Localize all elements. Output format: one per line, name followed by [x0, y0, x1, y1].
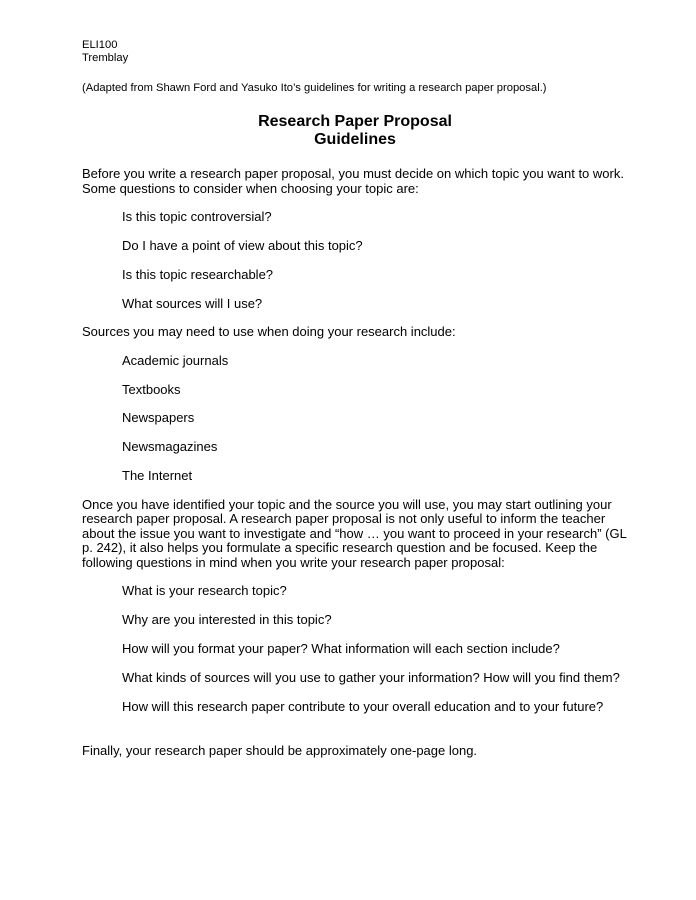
- list-item: Newspapers: [122, 410, 195, 426]
- outline-paragraph: Once you have identified your topic and the source you will use, you may start outlining your research paper proposal. A research paper proposal is not only useful to inform the teacher about the issue you want to investigate and “how … you want to proceed in your research” (GL p. 242), it also helps you formulate a specific research question and be focused. Keep the following questions in mind when you write your research paper proposal:: [82, 496, 627, 570]
- instructor-name: Tremblay: [82, 52, 129, 64]
- sources-intro-paragraph: Sources you may need to use when doing your research include:: [82, 324, 456, 340]
- list-item: What kinds of sources will you use to gather your information? How will you find them?: [122, 669, 620, 685]
- intro-paragraph: Before you write a research paper proposal, you must decide on which topic you want to work. Some questions to consider when choosing your topic are:: [82, 166, 624, 196]
- list-item: What is your research topic?: [122, 583, 287, 599]
- list-item: How will you format your paper? What information will each section include?: [122, 641, 560, 657]
- list-item: Why are you interested in this topic?: [122, 612, 332, 628]
- title-line-1: Research Paper Proposal: [258, 113, 452, 130]
- list-item: Academic journals: [122, 352, 229, 368]
- list-item: How will this research paper contribute to your overall education and to your future?: [122, 698, 604, 714]
- list-item: Do I have a point of view about this topic?: [122, 237, 363, 253]
- document-header: [82, 39, 636, 95]
- list-item: The Internet: [122, 468, 193, 484]
- list-item: Newsmagazines: [122, 439, 218, 455]
- page-title: [82, 113, 636, 149]
- course-code: ELI100: [82, 39, 118, 51]
- closing-paragraph: Finally, your research paper should be approximately one-page long.: [82, 743, 478, 759]
- list-item: Is this topic controversial?: [122, 209, 272, 224]
- adapted-note: (Adapted from Shawn Ford and Yasuko Ito’s guidelines for writing a research paper proposal.): [82, 82, 547, 94]
- proposal-questions-list: [82, 584, 636, 714]
- title-line-2: Guidelines: [314, 131, 396, 148]
- list-item: Is this topic researchable?: [122, 266, 274, 282]
- list-item: Textbooks: [122, 381, 181, 397]
- list-item: What sources will I use?: [122, 295, 263, 311]
- topic-questions-list: [82, 210, 636, 311]
- sources-list: [82, 354, 636, 484]
